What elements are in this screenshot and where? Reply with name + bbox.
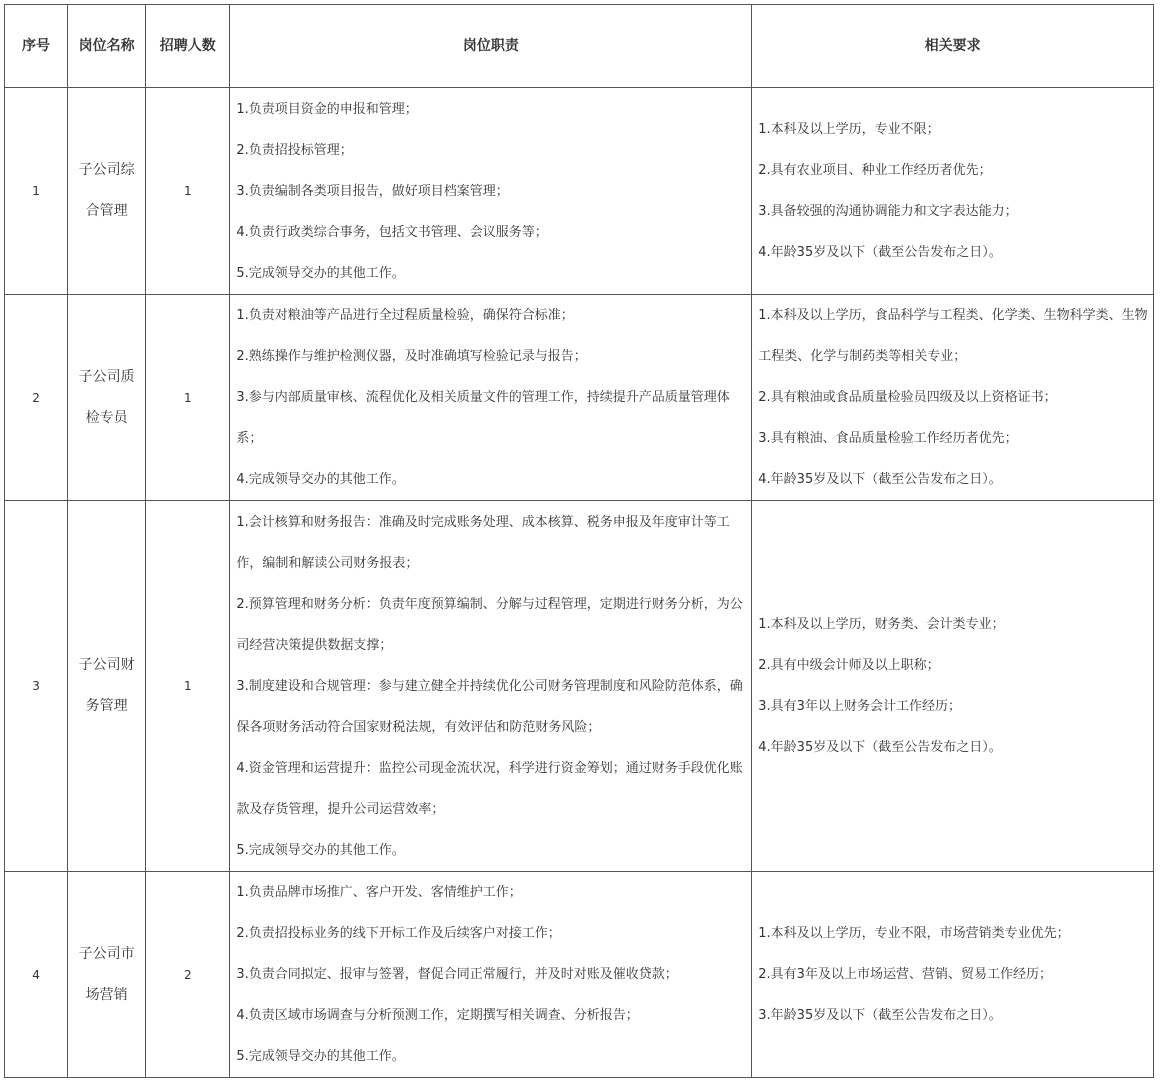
- duty-line: 3.负责编制各类项目报告，做好项目档案管理；: [236, 183, 509, 199]
- row-duties: [230, 295, 752, 501]
- recruitment-table: [4, 4, 1154, 1078]
- row-title-text: 子公司市场营销: [78, 945, 135, 1003]
- header-no: 序号: [5, 5, 68, 88]
- duty-line: 1.负责品牌市场推广、客户开发、客情维护工作；: [236, 885, 522, 900]
- table-header-row: [5, 5, 1154, 88]
- row-title-text: 子公司综合管理: [78, 162, 135, 219]
- requirement-line: 2.具有3年及以上市场运营、营销、贸易工作经历；: [758, 967, 1052, 982]
- row-requirements: [752, 872, 1154, 1078]
- row-count: 2: [146, 872, 230, 1078]
- requirement-line: 2.具有粮油或食品质量检验员四级及以上资格证书；: [758, 390, 1057, 405]
- requirement-line: 2.具有农业项目、种业工作经历者优先；: [758, 163, 992, 178]
- row-title-text: 子公司质检专员: [78, 368, 135, 426]
- header-title: [68, 5, 146, 88]
- duty-line: 3.负责合同拟定、报审与签署，督促合同正常履行，并及时对账及催收贷款；: [236, 967, 678, 982]
- requirement-line: 4.年龄35岁及以下（截至公告发布之日）。: [758, 472, 1002, 487]
- duty-line: 3.制度建设和合规管理：参与建立健全并持续优化公司财务管理制度和风险防范体系，确保各项财务活动符合国家财税法规，有效评估和防范财务风险；: [236, 678, 743, 735]
- row-duties: [230, 872, 752, 1078]
- requirement-line: 3.具有粮油、食品质量检验工作经历者优先；: [758, 431, 1018, 446]
- duty-line: 5.完成领导交办的其他工作。: [236, 1049, 405, 1064]
- duty-line: 2.熟练操作与维护检测仪器，及时准确填写检验记录与报告；: [236, 349, 587, 364]
- requirement-line: 4.年龄35岁及以下（截至公告发布之日）。: [758, 245, 1002, 260]
- duty-line: 1.会计核算和财务报告：准确及时完成账务处理、成本核算、税务申报及年度审计等工作，编制和解读公司财务报表；: [236, 514, 730, 571]
- row-title: [68, 295, 146, 501]
- row-count: 1: [146, 88, 230, 295]
- row-no: 2: [5, 295, 68, 501]
- duty-line: 4.负责区域市场调查与分析预测工作，定期撰写相关调查、分析报告；: [236, 1008, 639, 1023]
- requirement-line: 1.本科及以上学历，食品科学与工程类、化学类、生物科学类、生物工程类、化学与制药类等相关专业；: [758, 308, 1148, 364]
- duty-line: 4.资金管理和运营提升：监控公司现金流状况，科学进行资金筹划；通过财务手段优化账款及存货管理，提升公司运营效率；: [236, 760, 743, 817]
- duty-line: 4.负责行政类综合事务，包括文书管理、会议服务等；: [236, 224, 548, 240]
- requirement-line: 4.年龄35岁及以下（截至公告发布之日）。: [758, 740, 1002, 755]
- duty-line: 2.负责招投标业务的线下开标工作及后续客户对接工作；: [236, 926, 561, 941]
- row-no: 1: [5, 88, 68, 295]
- row-requirements: [752, 501, 1154, 872]
- requirement-line: 3.具备较强的沟通协调能力和文字表达能力；: [758, 204, 1018, 219]
- row-duties: [230, 501, 752, 872]
- row-duties: [230, 88, 752, 295]
- duty-line: 2.负责招投标管理；: [236, 142, 353, 158]
- row-title: [68, 872, 146, 1078]
- row-title-text: 子公司财务管理: [78, 657, 135, 714]
- duty-line: 5.完成领导交办的其他工作。: [236, 842, 405, 858]
- table-row: [5, 872, 1154, 1078]
- duty-line: 1.负责项目资金的申报和管理；: [236, 101, 418, 117]
- row-no: 3: [5, 501, 68, 872]
- row-requirements: [752, 88, 1154, 295]
- requirement-line: 1.本科及以上学历，专业不限；: [758, 122, 940, 137]
- table-row: [5, 88, 1154, 295]
- table-row: [5, 295, 1154, 501]
- row-count: 1: [146, 501, 230, 872]
- requirement-line: 2.具有中级会计师及以上职称；: [758, 658, 940, 673]
- row-title: [68, 88, 146, 295]
- header-requirements: 相关要求: [752, 5, 1154, 88]
- duty-line: 5.完成领导交办的其他工作。: [236, 265, 405, 281]
- row-requirements: [752, 295, 1154, 501]
- header-title-text: 岗位名称: [78, 38, 135, 54]
- table-row: [5, 501, 1154, 872]
- requirement-line: 1.本科及以上学历，专业不限，市场营销类专业优先；: [758, 926, 1070, 941]
- row-no: 4: [5, 872, 68, 1078]
- requirement-line: 3.具有3年以上财务会计工作经历；: [758, 699, 961, 714]
- header-duties: 岗位职责: [230, 5, 752, 88]
- duty-line: 2.预算管理和财务分析：负责年度预算编制、分解与过程管理，定期进行财务分析，为公司经营决策提供数据支撑；: [236, 596, 743, 653]
- header-count: 招聘人数: [146, 5, 230, 88]
- row-title: [68, 501, 146, 872]
- duty-line: 1.负责对粮油等产品进行全过程质量检验，确保符合标准；: [236, 308, 574, 323]
- duty-line: 3.参与内部质量审核、流程优化及相关质量文件的管理工作，持续提升产品质量管理体系；: [236, 390, 730, 446]
- requirement-line: 1.本科及以上学历，财务类、会计类专业；: [758, 617, 1005, 632]
- requirement-line: 3.年龄35岁及以下（截至公告发布之日）。: [758, 1008, 1002, 1023]
- row-count: 1: [146, 295, 230, 501]
- duty-line: 4.完成领导交办的其他工作。: [236, 472, 405, 487]
